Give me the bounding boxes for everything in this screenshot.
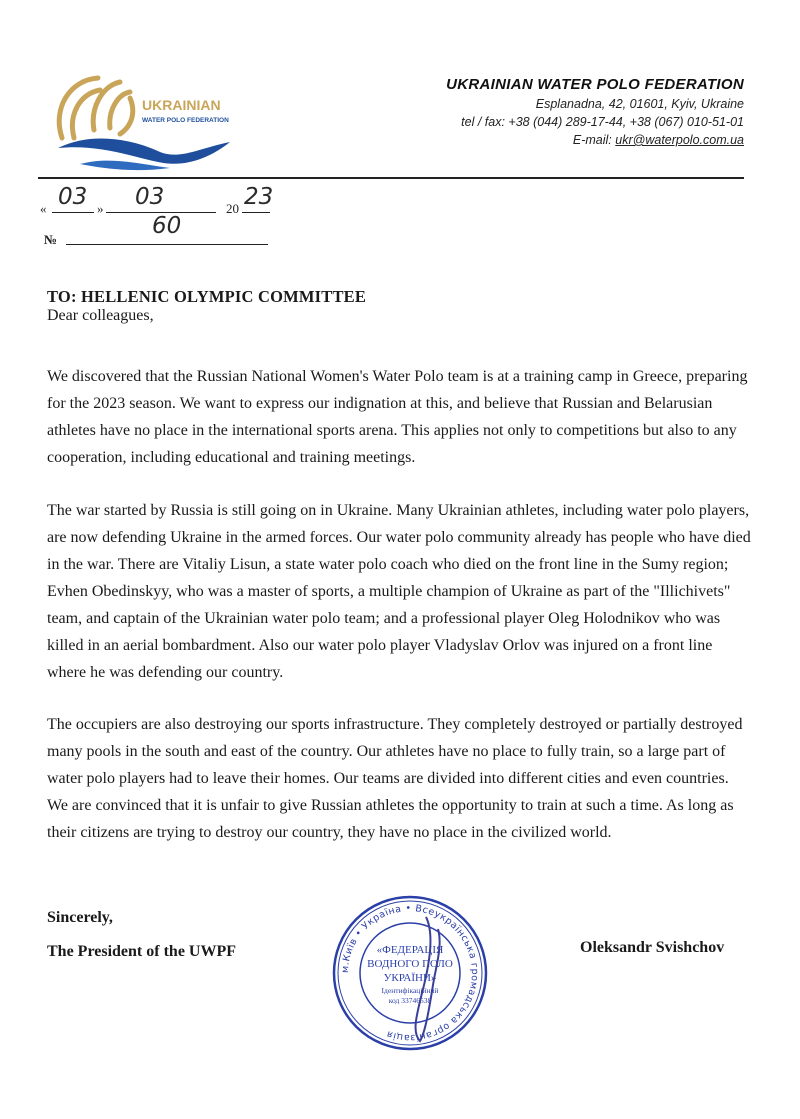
logo-text-federation: WATER POLO FEDERATION — [142, 117, 229, 124]
organization-header — [446, 76, 744, 147]
paragraph-3: The occupiers are also destroying our sports infrastructure. They completely destroyed or partially destroyed many pools in the south and east of the country. Our athletes have no place to fully train, so a large part of water polo players had to leave their homes. Our teams are divided into different cities and even countries. — [47, 716, 743, 787]
signer-title: The President of the UWPF — [47, 943, 237, 960]
federation-logo — [50, 68, 250, 178]
paragraph-4: We are convinced that it is unfair to give Russian athletes the opportunity to train at such a time. As long as their citizens are trying to destroy our country, they have no place in the civilized world. — [47, 797, 734, 841]
signer-name: Oleksandr Svishchov — [580, 939, 725, 956]
date-year-suffix: 23 — [244, 184, 274, 210]
stamp-line-5: код 33746538 — [388, 996, 432, 1005]
date-day: 03 — [58, 184, 88, 210]
organization-name: UKRAINIAN WATER POLO FEDERATION — [446, 76, 744, 93]
date-day-underline — [52, 212, 94, 213]
official-stamp — [330, 893, 490, 1053]
number-label: № — [44, 232, 58, 247]
stamp-line-2: ВОДНОГО ПОЛО — [367, 958, 453, 970]
recipient-line: TO: HELLENIC OLYMPIC COMMITTEE — [47, 287, 367, 306]
organization-email — [446, 133, 744, 147]
date-year-prefix: 20 — [226, 201, 239, 216]
date-open-quote: « — [40, 201, 47, 216]
stamp-line-1: «ФЕДЕРАЦІЯ — [376, 944, 444, 956]
letter-number: 60 — [152, 213, 182, 239]
header-divider — [38, 177, 744, 179]
logo-text-ukrainian: UKRAINIAN — [142, 97, 221, 113]
stamp-line-4: Ідентифікаційний — [381, 986, 439, 995]
closing: Sincerely, — [47, 909, 113, 926]
email-link[interactable]: ukr@waterpolo.com.ua — [615, 133, 744, 147]
date-close-quote: » — [97, 201, 104, 216]
paragraph-1: We discovered that the Russian National Women's Water Polo team is at a training camp in Greece, preparing for the 2023 season. We want to express our indignation at this, and believe that Russian and Belarusian athletes have no place in the international sports arena. This applies not only to competitions but also to any cooperation, including educational and training meetings. — [47, 368, 748, 466]
date-month: 03 — [135, 184, 165, 210]
salutation: Dear colleagues, — [47, 307, 154, 324]
date-year-underline — [242, 212, 270, 213]
email-label: E-mail: — [572, 133, 612, 147]
number-underline — [66, 244, 268, 245]
organization-phone: tel / fax: +38 (044) 289-17-44, +38 (067) 010-51-01 — [461, 115, 744, 129]
organization-address: Esplanadna, 42, 01601, Kyiv, Ukraine — [535, 97, 744, 111]
stamp-outer-text: м.Київ • Україна • Всеукраїнська громадська організація — [339, 902, 481, 1044]
stamp-line-3: УКРАЇНИ» — [383, 972, 437, 984]
paragraph-2: The war started by Russia is still going on in Ukraine. Many Ukrainian athletes, including water polo players, are now defending Ukraine in the armed forces. Our water polo community already has people who have died in the war. There are Vitaliy Lisun, a state water polo coach who died on the front line in the Sumy region; Evhen Obedinskyy, who was a master of sports, a multiple champion of Ukraine as part of the "Illichivets" team, and captain of the Ukrainian water polo team; and a professional player Oleg Holodnikov who was killed in an aerial bombardment. Also our water polo player Vladyslav Orlov was injured on a front line where he was defending our country. — [47, 502, 751, 681]
